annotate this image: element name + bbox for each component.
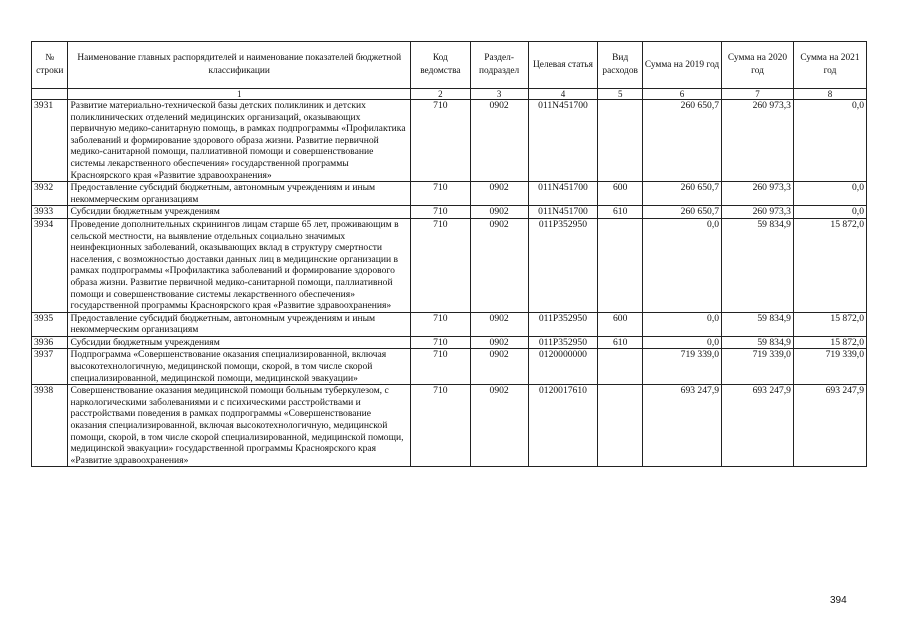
row-sum-2020: 260 973,3 [722,100,794,182]
row-name: Подпрограмма «Совершенствование оказания специализированной, включая высокотехнологичную, медицинской помощи, скорой, в том числе скорой специализированной, медицинской помощи, медицинской эвакуации» [68,349,411,385]
row-sum-2021: 15 872,0 [793,312,866,336]
row-section: 0902 [470,100,528,182]
header-row-number: № строки [32,42,68,89]
row-number: 3935 [32,312,68,336]
row-department-code: 710 [410,182,470,206]
row-section: 0902 [470,336,528,349]
header-sum-2019: Сумма на 2019 год [642,42,721,89]
row-department-code: 710 [410,206,470,219]
row-section: 0902 [470,349,528,385]
header-name: Наименование главных распорядителей и наименование показателей бюджетной классификации [68,42,411,89]
row-sum-2019: 260 650,7 [642,206,721,219]
header-sum-2021: Сумма на 2021 год [793,42,866,89]
column-number: 8 [793,89,866,100]
row-sum-2021: 719 339,0 [793,349,866,385]
column-number: 5 [598,89,643,100]
row-sum-2019: 0,0 [642,312,721,336]
row-sum-2021: 15 872,0 [793,218,866,312]
table-row [32,100,867,182]
row-department-code: 710 [410,100,470,182]
row-expense-type: 600 [598,312,643,336]
row-sum-2021: 0,0 [793,182,866,206]
row-name: Субсидии бюджетным учреждениям [68,206,411,219]
row-section: 0902 [470,182,528,206]
row-expense-type [598,100,643,182]
row-number: 3937 [32,349,68,385]
row-number: 3933 [32,206,68,219]
row-section: 0902 [470,206,528,219]
row-number: 3936 [32,336,68,349]
row-target-article: 011P352950 [528,336,598,349]
row-sum-2021: 15 872,0 [793,336,866,349]
row-sum-2020: 719 339,0 [722,349,794,385]
column-number: 3 [470,89,528,100]
row-section: 0902 [470,312,528,336]
row-number: 3932 [32,182,68,206]
row-sum-2019: 260 650,7 [642,182,721,206]
row-number: 3938 [32,385,68,467]
row-number: 3934 [32,218,68,312]
row-section: 0902 [470,218,528,312]
row-target-article: 011N451700 [528,182,598,206]
column-number-blank [32,89,68,100]
row-sum-2019: 0,0 [642,336,721,349]
row-sum-2020: 59 834,9 [722,336,794,349]
row-department-code: 710 [410,218,470,312]
column-number: 1 [68,89,411,100]
table-row [32,182,867,206]
row-expense-type: 610 [598,206,643,219]
row-sum-2019: 260 650,7 [642,100,721,182]
header-sum-2020: Сумма на 2020 год [722,42,794,89]
row-target-article: 0120000000 [528,349,598,385]
row-expense-type: 600 [598,182,643,206]
row-name: Субсидии бюджетным учреждениям [68,336,411,349]
row-department-code: 710 [410,336,470,349]
row-sum-2019: 0,0 [642,218,721,312]
row-department-code: 710 [410,312,470,336]
table-row [32,385,867,467]
row-sum-2020: 260 973,3 [722,182,794,206]
row-name: Предоставление субсидий бюджетным, автономным учреждениям и иным некоммерческим организациям [68,312,411,336]
header-row [32,42,867,89]
row-target-article: 011P352950 [528,218,598,312]
page-number: 394 [830,595,847,606]
row-target-article: 011P352950 [528,312,598,336]
row-name: Предоставление субсидий бюджетным, автономным учреждениям и иным некоммерческим организациям [68,182,411,206]
column-number: 7 [722,89,794,100]
row-sum-2020: 260 973,3 [722,206,794,219]
row-name: Совершенствование оказания медицинской помощи больным туберкулезом, с наркологическими заболеваниями и с психическими расстройствами и расстройствами поведения в рамках подпрограммы «Совершенствование оказания специализированной, включая высокотехнологичную, медицинской помощи, скорой, в том числе скорой специализированной, медицинской помощи, медицинской эвакуации» государственной программы Красноярского края «Развитие здравоохранения» [68,385,411,467]
table-row [32,218,867,312]
column-number-row [32,89,867,100]
budget-table [31,41,867,467]
row-name: Проведение дополнительных скринингов лицам старше 65 лет, проживающим в сельской местности, на выявление отдельных социально значимых неинфекционных заболеваний, оказывающих вклад в структуру смертности населения, с возможностью доставки данных лиц в медицинские организации в рамках подпрограммы «Профилактика заболеваний и формирование здорового образа жизни. Развитие первичной медико-санитарной помощи, паллиативной помощи и совершенствование системы лекарственного обеспечения» государственной программы Красноярского края «Развитие здравоохранения» [68,218,411,312]
row-target-article: 011N451700 [528,100,598,182]
header-section: Раздел-подраздел [470,42,528,89]
row-sum-2020: 59 834,9 [722,218,794,312]
row-section: 0902 [470,385,528,467]
row-department-code: 710 [410,385,470,467]
table-row [32,312,867,336]
header-department-code: Код ведомства [410,42,470,89]
row-sum-2020: 59 834,9 [722,312,794,336]
row-sum-2021: 0,0 [793,206,866,219]
row-number: 3931 [32,100,68,182]
row-name: Развитие материально-технической базы детских поликлиник и детских поликлинических отделений медицинских организаций, оказывающих первичную медико-санитарную помощь, в рамках подпрограммы «Профилактика заболеваний и формирование здорового образа жизни. Развитие первичной медико-санитарной помощи, паллиативной помощи и совершенствование системы лекарственного обеспечения» государственной программы Красноярского края «Развитие здравоохранения» [68,100,411,182]
row-expense-type [598,349,643,385]
row-sum-2021: 0,0 [793,100,866,182]
row-expense-type [598,218,643,312]
header-target-article: Целевая статья [528,42,598,89]
table-row [32,206,867,219]
row-sum-2020: 693 247,9 [722,385,794,467]
row-expense-type: 610 [598,336,643,349]
row-expense-type [598,385,643,467]
table-row [32,349,867,385]
row-sum-2021: 693 247,9 [793,385,866,467]
column-number: 6 [642,89,721,100]
column-number: 2 [410,89,470,100]
column-number: 4 [528,89,598,100]
row-sum-2019: 693 247,9 [642,385,721,467]
row-sum-2019: 719 339,0 [642,349,721,385]
row-target-article: 0120017610 [528,385,598,467]
table-row [32,336,867,349]
row-target-article: 011N451700 [528,206,598,219]
row-department-code: 710 [410,349,470,385]
header-expense-type: Вид расходов [598,42,643,89]
